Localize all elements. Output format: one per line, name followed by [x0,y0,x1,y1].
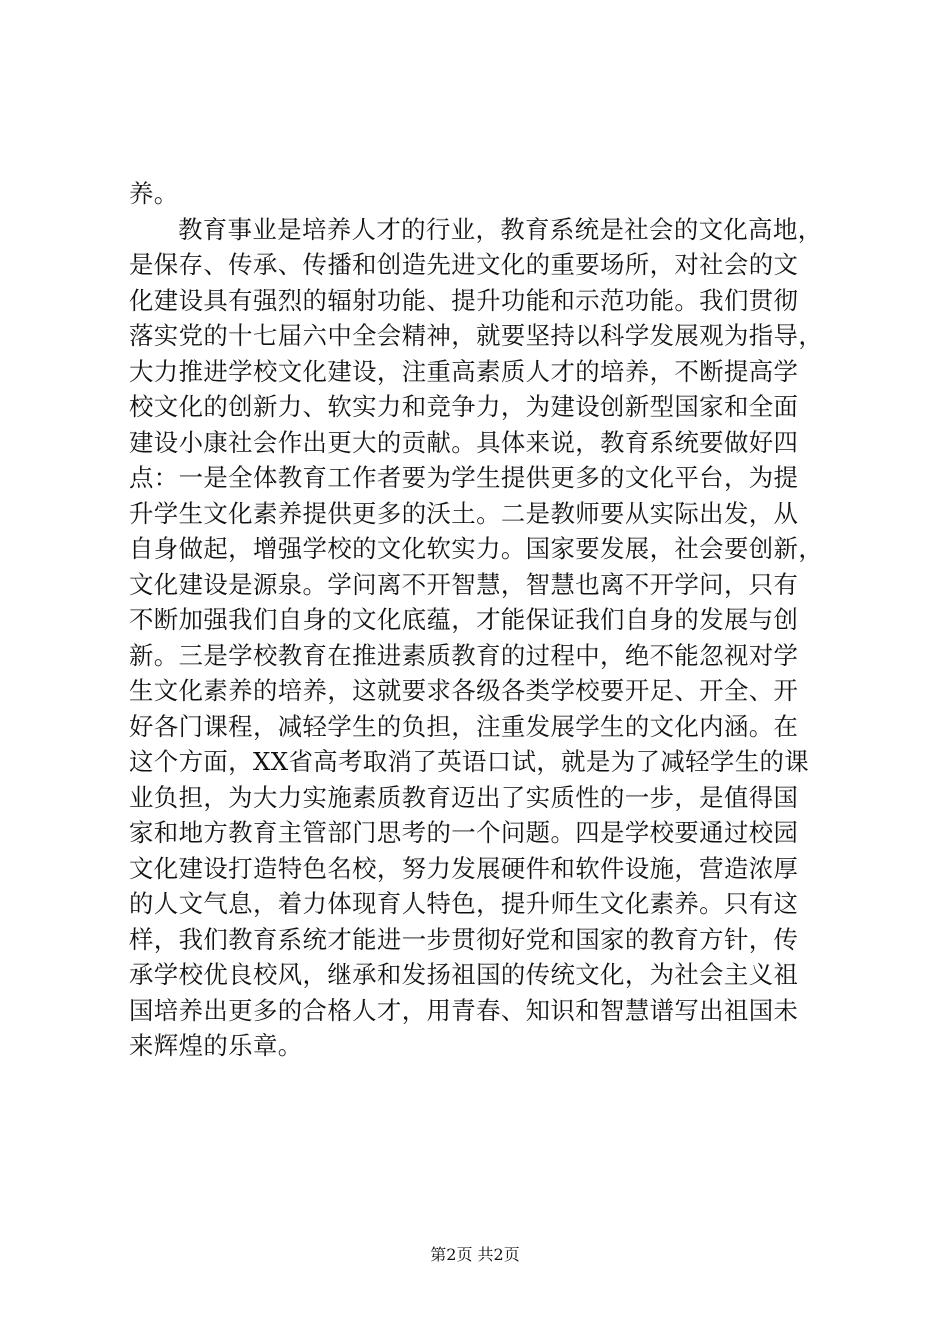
text-line: 新。三是学校教育在推进素质教育的过程中，绝不能忽视对学 [129,640,799,670]
text-line: 大力推进学校文化建设，注重高素质人才的培养，不断提高学 [129,356,799,386]
page-number-label: 第2页 共2页 [430,1245,520,1264]
paragraph-first-line: 教育事业是培养人才的行业，教育系统是社会的文化高地， [178,214,823,244]
text-line: 文化建设是源泉。学问离不开智慧，智慧也离不开学问，只有 [129,569,799,599]
text-line: 不断加强我们自身的文化底蕴，才能保证我们自身的发展与创 [129,605,799,634]
text-line: 好各门课程，减轻学生的负担，注重发展学生的文化内涵。在 [129,711,799,741]
text-line: 家和地方教育主管部门思考的一个问题。四是学校要通过校园 [129,818,799,847]
text-line: 承学校优良校风，继承和发扬祖国的传统文化，为社会主义祖 [129,960,799,989]
page-footer [0,1245,950,1265]
text-line: 校文化的创新力、软实力和竞争力，为建设创新型国家和全面 [129,392,799,421]
text-line: 的人文气息，着力体现育人特色，提升师生文化素养。只有这 [129,889,799,918]
text-line: 自身做起，增强学校的文化软实力。国家要发展，社会要创新， [129,534,824,563]
text-line: 样，我们教育系统才能进一步贯彻好党和国家的教育方针，传 [129,924,799,954]
text-line: 点：一是全体教育工作者要为学生提供更多的文化平台，为提 [129,463,799,492]
text-line: 这个方面，XX省高考取消了英语口试，就是为了减轻学生的课 [129,747,810,776]
text-line: 业负担，为大力实施素质教育迈出了实质性的一步，是值得国 [129,782,799,812]
text-line: 文化建设打造特色名校，努力发展硬件和软件设施，营造浓厚 [129,853,799,883]
body-text [129,176,827,1064]
text-line: 国培养出更多的合格人才，用青春、知识和智慧谱写出祖国未 [129,995,799,1025]
text-line: 升学生文化素养提供更多的沃土。二是教师要从实际出发，从 [129,498,799,528]
text-line: 建设小康社会作出更大的贡献。具体来说，教育系统要做好四 [129,427,799,457]
text-line: 生文化素养的培养，这就要求各级各类学校要开足、开全、开 [129,676,799,705]
text-line: 养。 [129,179,179,208]
text-line: 落实党的十七届六中全会精神，就要坚持以科学发展观为指导， [129,321,824,350]
text-line: 来辉煌的乐章。 [129,1031,303,1060]
text-line: 是保存、传承、传播和创造先进文化的重要场所，对社会的文 [129,250,799,279]
text-line: 化建设具有强烈的辐射功能、提升功能和示范功能。我们贯彻 [129,285,799,315]
